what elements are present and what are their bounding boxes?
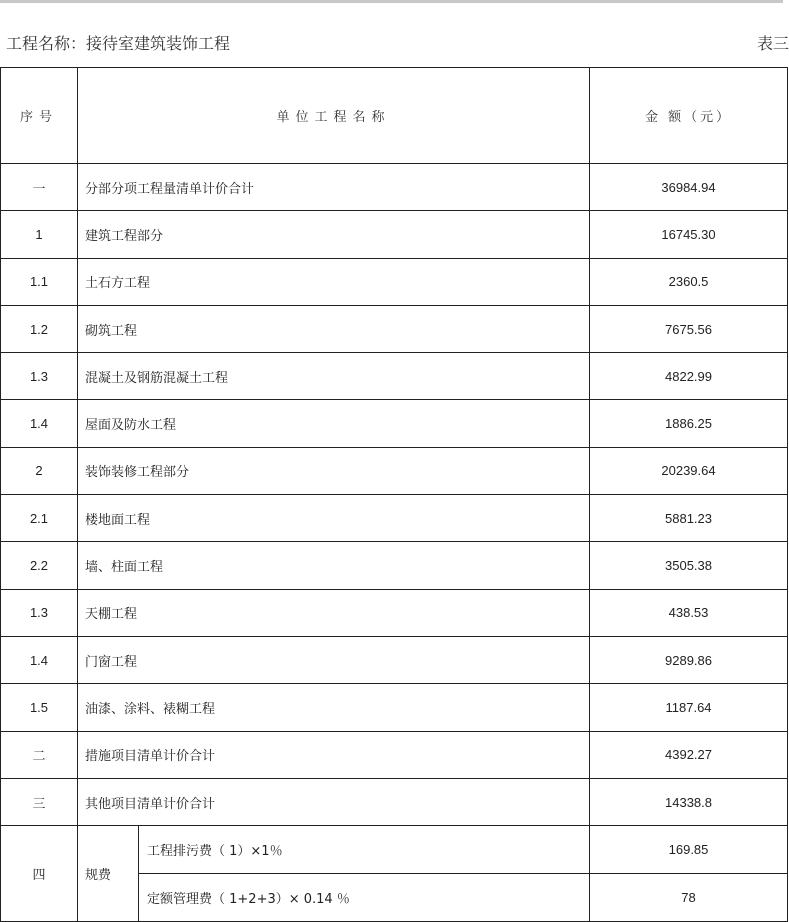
row-seq: 三 — [1, 778, 78, 825]
row-amount: 9289.86 — [590, 636, 788, 683]
table-number: 表三 — [757, 34, 789, 53]
fee-row — [1, 826, 788, 874]
row-name: 门窗工程 — [78, 636, 590, 683]
row-seq: 1.5 — [1, 684, 78, 731]
row-seq: 二 — [1, 731, 78, 778]
row-name: 天棚工程 — [78, 589, 590, 636]
row-amount: 4822.99 — [590, 353, 788, 400]
table-row — [1, 684, 788, 731]
row-seq: 2.2 — [1, 542, 78, 589]
fee-item-name: 工程排污费（ 1）×1％ — [139, 826, 590, 874]
row-name: 分部分项工程量清单计价合计 — [78, 164, 590, 211]
fee-item-amount: 78 — [590, 874, 788, 922]
fee-label: 规费 — [78, 826, 139, 922]
project-name: 工程名称：接待室建筑装饰工程 — [6, 34, 231, 53]
row-amount: 1886.25 — [590, 400, 788, 447]
summary-table — [0, 67, 788, 922]
row-amount: 438.53 — [590, 589, 788, 636]
table-row — [1, 495, 788, 542]
table-row — [1, 400, 788, 447]
row-seq: 2 — [1, 447, 78, 494]
header-amount: 金 额（元） — [590, 68, 788, 164]
row-seq: 1 — [1, 211, 78, 258]
row-amount: 7675.56 — [590, 305, 788, 352]
row-seq: 1.3 — [1, 353, 78, 400]
row-seq: 1.3 — [1, 589, 78, 636]
table-row — [1, 636, 788, 683]
row-amount: 16745.30 — [590, 211, 788, 258]
table-row — [1, 211, 788, 258]
row-amount: 2360.5 — [590, 258, 788, 305]
table-row — [1, 542, 788, 589]
row-amount: 14338.8 — [590, 778, 788, 825]
row-name: 砌筑工程 — [78, 305, 590, 352]
table-row — [1, 731, 788, 778]
table-row — [1, 447, 788, 494]
row-name: 墙、柱面工程 — [78, 542, 590, 589]
row-name: 屋面及防水工程 — [78, 400, 590, 447]
table-row — [1, 258, 788, 305]
table-row — [1, 353, 788, 400]
row-amount: 5881.23 — [590, 495, 788, 542]
row-seq: 2.1 — [1, 495, 78, 542]
table-body — [1, 164, 788, 826]
table-row — [1, 589, 788, 636]
row-amount: 3505.38 — [590, 542, 788, 589]
row-seq: 1.4 — [1, 400, 78, 447]
row-name: 土石方工程 — [78, 258, 590, 305]
header-name: 单位工程名称 — [78, 68, 590, 164]
row-name: 其他项目清单计价合计 — [78, 778, 590, 825]
table-header-row — [1, 68, 788, 164]
table-row — [1, 778, 788, 825]
fee-item-name: 定额管理费（ 1+2+3）× 0.14 ％ — [139, 874, 590, 922]
row-name: 装饰装修工程部分 — [78, 447, 590, 494]
row-seq: 1.1 — [1, 258, 78, 305]
fee-seq: 四 — [1, 826, 78, 922]
row-seq: 1.4 — [1, 636, 78, 683]
row-name: 建筑工程部分 — [78, 211, 590, 258]
row-seq: 1.2 — [1, 305, 78, 352]
table-row — [1, 164, 788, 211]
row-seq: 一 — [1, 164, 78, 211]
row-amount: 36984.94 — [590, 164, 788, 211]
row-name: 油漆、涂料、裱糊工程 — [78, 684, 590, 731]
row-amount: 20239.64 — [590, 447, 788, 494]
row-amount: 4392.27 — [590, 731, 788, 778]
row-name: 措施项目清单计价合计 — [78, 731, 590, 778]
row-name: 楼地面工程 — [78, 495, 590, 542]
table-row — [1, 305, 788, 352]
fee-item-amount: 169.85 — [590, 826, 788, 874]
row-amount: 1187.64 — [590, 684, 788, 731]
header-seq: 序号 — [1, 68, 78, 164]
top-divider — [0, 0, 783, 3]
row-name: 混凝土及钢筋混凝土工程 — [78, 353, 590, 400]
